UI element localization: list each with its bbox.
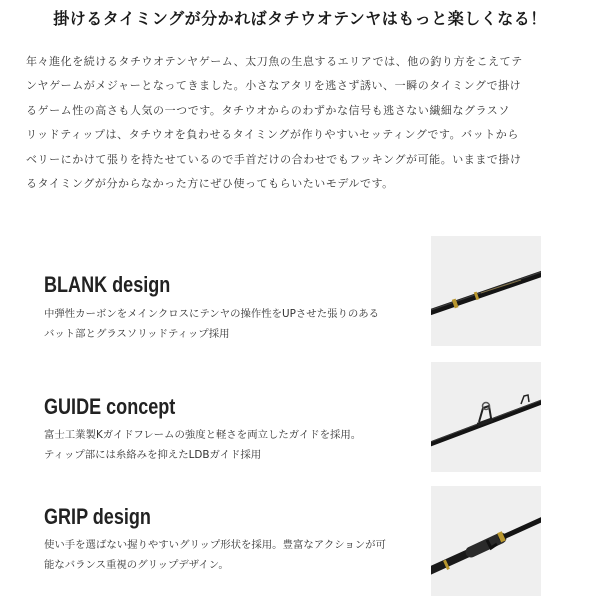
intro-line: ベリーにかけて張りを持たせているので手首だけの合わせでもフッキングが可能。いままで掛け xyxy=(26,152,522,166)
rod-blank-photo xyxy=(431,236,541,346)
rod-grip-photo xyxy=(431,486,541,596)
feature-description xyxy=(44,425,434,465)
feature-title: GRIP design xyxy=(44,504,151,529)
intro-line: るタイミングが分からなかった方にぜひ使ってもらいたいモデルです。 xyxy=(26,177,394,191)
page-headline: 掛けるタイミングが分かればタチウオテンヤはもっと楽しくなる！ xyxy=(53,9,547,28)
intro-line: リッドティップは、タチウオを負わせるタイミングが作りやすいセッティングです。バットから xyxy=(26,128,519,142)
rod-guide-photo xyxy=(431,362,541,472)
feature-description-line: 使い手を選ばない握りやすいグリップ形状を採用。豊富なアクションが可 xyxy=(44,539,386,551)
feature-description xyxy=(44,304,434,344)
intro-line: 年々進化を続けるタチウオテンヤゲーム、太刀魚の生息するエリアでは、他の釣り方をこえてテ xyxy=(26,55,523,68)
feature-title: GUIDE concept xyxy=(44,394,176,419)
rod-grip-image xyxy=(431,486,541,596)
rod-blank-image xyxy=(431,236,541,346)
intro-line: ンヤゲームがメジャーとなってきました。小さなアタリを逃さず誘い、一瞬のタイミングで掛け xyxy=(26,79,522,93)
rod-guide-image xyxy=(431,362,541,472)
feature-description-line: 富士工業製Kガイドフレームの強度と軽さを両立したガイドを採用。 xyxy=(44,429,362,441)
feature-description-line: バット部とグラスソリッドティップ採用 xyxy=(44,328,230,340)
intro-line: るゲーム性の高さも人気の一つです。タチウオからのわずかな信号も逃さない繊細なグラスソ xyxy=(26,103,510,117)
feature-title: BLANK design xyxy=(44,272,171,297)
intro-paragraph xyxy=(26,50,582,196)
feature-description-line: ティップ部には糸絡みを抑えたLDBガイド採用 xyxy=(44,449,262,461)
feature-description-line: 能なバランス重視のグリップデザイン。 xyxy=(44,559,229,571)
feature-description xyxy=(44,535,434,575)
feature-description-line: 中弾性カーボンをメインクロスにテンヤの操作性をUPさせた張りのある xyxy=(44,308,380,320)
